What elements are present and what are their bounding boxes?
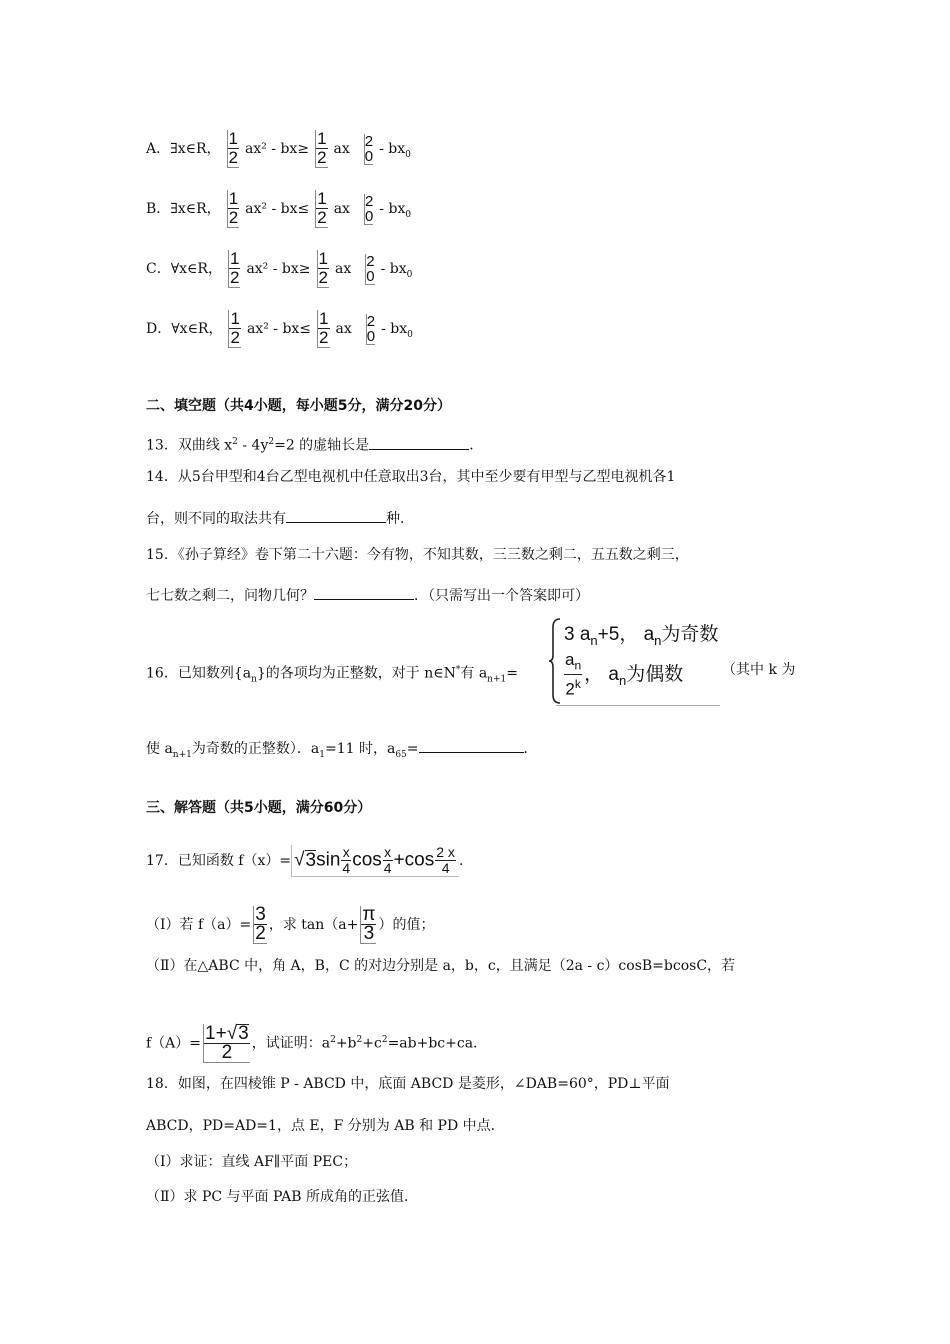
fraction-half: $\frac{1}{2}$ bbox=[228, 189, 239, 227]
question-18-line-1: 18．如图，在四棱锥 P - ABCD 中，底面 ABCD 是菱形，∠DAB=60°，PD⊥平面 bbox=[146, 1076, 670, 1092]
answer-blank[interactable] bbox=[286, 508, 386, 523]
question-14-line-1: 14．从5台甲型和4台乙型电视机中任意取出3台，其中至少要有甲型与乙型电视机各1 bbox=[146, 469, 676, 485]
case-even: $\frac{a_n}{2^k}$ ， $a_n$为偶数 bbox=[565, 650, 684, 700]
question-14-line-2: 台，则不同的取法共有 种． bbox=[146, 508, 414, 529]
question-17-stem: 17．已知函数 f（x）= √3sin $\frac{x}{4}$ cos $\frac{x}{4}$ +cos $\frac{2 x}{4}$ . bbox=[146, 844, 464, 876]
question-18-part-2: （Ⅱ）求 PC 与平面 PAB 所成角的正弦值． bbox=[146, 1189, 418, 1205]
piecewise-definition bbox=[548, 617, 720, 707]
case-odd: 3 $a_n+5$， $a_n$为奇数 bbox=[564, 624, 719, 648]
question-17-part-2-cont: f（A）= $\frac{1+√3}{2}$ ，试证明：$a^2+b^2+c^2=ab+bc+ca$. bbox=[146, 1023, 478, 1063]
power-sub: 2 0 bbox=[364, 132, 374, 165]
fraction-pi-thirds: $\frac{\pi}{3}$ bbox=[362, 904, 376, 944]
question-15-line-2: 七七数之剩二，问物几何？ ．（只需写出一个答案即可） bbox=[146, 585, 589, 606]
fraction-half: $\frac{1}{2}$ bbox=[229, 249, 240, 287]
function-formula: √3sin $\frac{x}{4}$ cos $\frac{x}{4}$ +cos $\frac{2 x}{4}$ bbox=[291, 845, 459, 877]
question-18-line-2: ABCD，PD=AD=1，点 E，F 分别为 AB 和 PD 中点． bbox=[146, 1118, 505, 1134]
image-underline bbox=[556, 705, 720, 706]
answer-blank[interactable] bbox=[369, 435, 469, 450]
power-sub: 2 0 bbox=[364, 192, 374, 225]
question-17-part-1: （Ⅰ）若 f（a）= $\frac{3}{2}$ ，求 tan（a+ $\frac{\pi}{3}$ ）的值； bbox=[146, 904, 435, 944]
option-d: D．∀x∈R， $\frac{1}{2}$ ax² - bx≤ $\frac{1}{2}$ ax 2 0 - $bx_0$ bbox=[146, 309, 413, 347]
fraction-half: $\frac{1}{2}$ bbox=[317, 189, 327, 227]
section-heading-fill-blank: 二、填空题（共4小题，每小题5分，满分20分） bbox=[146, 398, 451, 414]
question-16-line-2: 使 $a_{n+1}$为奇数的正整数）．$a_1=11$ 时，$a_{65}=$ ． bbox=[146, 738, 538, 765]
power-sub: 2 0 bbox=[366, 252, 375, 285]
section-heading-solutions: 三、解答题（共5小题，满分60分） bbox=[146, 800, 372, 816]
brace-icon bbox=[548, 617, 562, 705]
question-17-part-2: （Ⅱ）在△ABC 中，角 A，B，C 的对边分别是 a，b，c，且满足（2a - c）cosB=bcosC，若 bbox=[146, 958, 736, 974]
question-16-line-1: 16．已知数列$\{a_n\}$的各项均为正整数，对于 n∈N*有 $a_{n+1}=$ bbox=[146, 665, 518, 685]
power-sub: 2 0 bbox=[366, 312, 376, 345]
answer-blank[interactable] bbox=[314, 585, 414, 600]
option-a: A．∃x∈R， $\frac{1}{2}$ ax² - bx≥ $\frac{1}{2}$ ax 2 0 - $bx_0$ bbox=[146, 129, 411, 167]
option-c: C．∀x∈R， $\frac{1}{2}$ ax² - bx≥ $\frac{1}{2}$ ax 2 0 - $bx_0$ bbox=[146, 249, 413, 287]
answer-blank[interactable] bbox=[419, 738, 524, 753]
option-b: B．∃x∈R， $\frac{1}{2}$ ax² - bx≤ $\frac{1}{2}$ ax 2 0 - $bx_0$ bbox=[146, 189, 412, 227]
fraction-half: $\frac{1}{2}$ bbox=[319, 309, 329, 347]
sqrt-icon: √ bbox=[226, 1023, 238, 1044]
fraction-half: $\frac{1}{2}$ bbox=[317, 129, 327, 167]
question-13: 13．双曲线 $x^2 - 4y^2=2$ 的虚轴长是 ． bbox=[146, 432, 483, 456]
fraction-one-plus-root3-over-2: $\frac{1+√3}{2}$ bbox=[205, 1023, 249, 1063]
question-15-line-1: 15．《孙子算经》卷下第二十六题：今有物，不知其数，三三数之剩二，五五数之剩三， bbox=[146, 547, 689, 563]
fraction-an-over-2k: $\frac{a_n}{2^k}$ bbox=[565, 650, 582, 700]
sqrt-icon: √ bbox=[294, 849, 305, 871]
fraction-half: $\frac{1}{2}$ bbox=[228, 129, 238, 167]
fraction-half: $\frac{1}{2}$ bbox=[230, 309, 240, 347]
fraction-three-halves: $\frac{3}{2}$ bbox=[255, 904, 266, 944]
fraction-half: $\frac{1}{2}$ bbox=[318, 249, 328, 287]
question-16-line-1-tail: （其中 k 为 bbox=[722, 662, 796, 678]
question-18-part-1: （Ⅰ）求证：直线 AF∥平面 PEC； bbox=[146, 1154, 358, 1170]
